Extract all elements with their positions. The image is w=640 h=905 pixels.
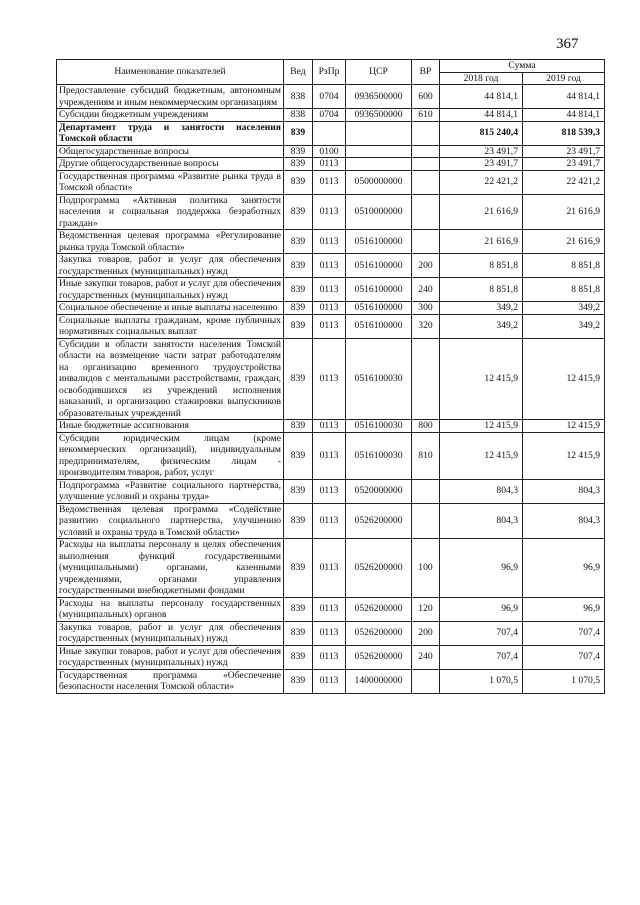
cell-csr: 0516100000	[346, 254, 412, 278]
cell-csr: 0516100000	[346, 278, 412, 302]
cell-csr	[346, 158, 412, 171]
cell-rzpr: 0113	[313, 338, 346, 420]
header-year-2018: 2018 год	[440, 72, 523, 85]
cell-vr	[412, 158, 440, 171]
cell-rzpr: 0113	[313, 230, 346, 254]
cell-2018: 96,9	[440, 597, 523, 621]
header-rzpr: РзПр	[313, 60, 346, 85]
cell-name: Другие общегосударственные вопросы	[57, 158, 284, 171]
cell-ved: 839	[284, 432, 313, 479]
cell-2019: 21 616,9	[523, 194, 605, 230]
cell-2018: 21 616,9	[440, 194, 523, 230]
header-name: Наименование показателей	[57, 60, 284, 85]
cell-ved: 839	[284, 158, 313, 171]
cell-2019: 44 814,1	[523, 109, 605, 122]
cell-ved: 838	[284, 85, 313, 109]
cell-2018: 815 240,4	[440, 121, 523, 145]
cell-2018: 23 491,7	[440, 158, 523, 171]
cell-name: Социальные выплаты гражданам, кроме публичных нормативных социальных выплат	[57, 314, 284, 338]
cell-2019: 21 616,9	[523, 230, 605, 254]
cell-2018: 12 415,9	[440, 420, 523, 433]
cell-vr	[412, 230, 440, 254]
cell-vr	[412, 170, 440, 194]
cell-2019: 349,2	[523, 302, 605, 315]
cell-ved: 839	[284, 230, 313, 254]
cell-vr	[412, 145, 440, 158]
table-row	[57, 645, 605, 669]
cell-name: Иные бюджетные ассигнования	[57, 420, 284, 433]
cell-2019: 96,9	[523, 597, 605, 621]
cell-name: Государственная программа «Развитие рынка труда в Томской области»	[57, 170, 284, 194]
cell-csr: 0526200000	[346, 503, 412, 539]
cell-2019: 44 814,1	[523, 85, 605, 109]
table-row	[57, 539, 605, 598]
cell-2018: 804,3	[440, 479, 523, 503]
cell-name: Субсидии юридическим лицам (кроме некоммерческих организаций), индивидуальным предпринимателям, физическим лицам - производителям товаров, работ, услуг	[57, 432, 284, 479]
table-body	[57, 85, 605, 694]
cell-rzpr: 0113	[313, 621, 346, 645]
cell-rzpr: 0113	[313, 539, 346, 598]
cell-csr	[346, 145, 412, 158]
cell-csr: 0520000000	[346, 479, 412, 503]
cell-name: Ведомственная целевая программа «Регулирование рынка труда Томской области»	[57, 230, 284, 254]
cell-rzpr: 0113	[313, 302, 346, 315]
cell-2018: 44 814,1	[440, 85, 523, 109]
cell-2019: 707,4	[523, 621, 605, 645]
cell-vr	[412, 338, 440, 420]
table-row	[57, 669, 605, 693]
table-row	[57, 109, 605, 122]
cell-2019: 1 070,5	[523, 669, 605, 693]
cell-rzpr: 0704	[313, 109, 346, 122]
cell-name: Государственная программа «Обеспечение безопасности населения Томской области»	[57, 669, 284, 693]
table-row	[57, 420, 605, 433]
cell-vr: 240	[412, 645, 440, 669]
cell-vr: 610	[412, 109, 440, 122]
cell-2019: 22 421,2	[523, 170, 605, 194]
cell-ved: 839	[284, 121, 313, 145]
cell-vr	[412, 194, 440, 230]
table-row	[57, 597, 605, 621]
cell-ved: 839	[284, 194, 313, 230]
cell-2018: 804,3	[440, 503, 523, 539]
cell-name: Ведомственная целевая программа «Содействие развитию социального партнерства, улучшению условий и охраны труда в Томской области»	[57, 503, 284, 539]
cell-2018: 44 814,1	[440, 109, 523, 122]
cell-name: Подпрограмма «Развитие социального партнерства, улучшение условий и охраны труда»	[57, 479, 284, 503]
cell-ved: 839	[284, 254, 313, 278]
table-row	[57, 278, 605, 302]
cell-vr: 600	[412, 85, 440, 109]
table-row	[57, 432, 605, 479]
cell-ved: 839	[284, 338, 313, 420]
cell-2019: 12 415,9	[523, 432, 605, 479]
cell-2018: 1 070,5	[440, 669, 523, 693]
page-number: 367	[556, 36, 579, 52]
cell-ved: 839	[284, 645, 313, 669]
cell-2018: 22 421,2	[440, 170, 523, 194]
cell-2018: 707,4	[440, 645, 523, 669]
cell-2018: 12 415,9	[440, 338, 523, 420]
cell-ved: 839	[284, 278, 313, 302]
cell-rzpr: 0113	[313, 479, 346, 503]
cell-name: Расходы на выплаты персоналу государственных (муниципальных) органов	[57, 597, 284, 621]
cell-csr: 0500000000	[346, 170, 412, 194]
table-row	[57, 621, 605, 645]
cell-2018: 349,2	[440, 314, 523, 338]
cell-name: Закупка товаров, работ и услуг для обеспечения государственных (муниципальных) нужд	[57, 254, 284, 278]
table-row	[57, 145, 605, 158]
cell-ved: 839	[284, 314, 313, 338]
cell-2019: 12 415,9	[523, 338, 605, 420]
cell-rzpr: 0113	[313, 314, 346, 338]
cell-vr: 320	[412, 314, 440, 338]
cell-csr: 0510000000	[346, 194, 412, 230]
header-year-2019: 2019 год	[523, 72, 605, 85]
cell-name: Иные закупки товаров, работ и услуг для обеспечения государственных (муниципальных) нужд	[57, 278, 284, 302]
cell-csr: 0516100000	[346, 230, 412, 254]
cell-vr: 200	[412, 254, 440, 278]
table-row	[57, 121, 605, 145]
cell-2019: 12 415,9	[523, 420, 605, 433]
cell-2018: 96,9	[440, 539, 523, 598]
cell-csr	[346, 121, 412, 145]
cell-ved: 839	[284, 539, 313, 598]
budget-table	[56, 59, 605, 694]
cell-vr: 120	[412, 597, 440, 621]
cell-rzpr: 0113	[313, 254, 346, 278]
cell-2019: 96,9	[523, 539, 605, 598]
cell-2018: 12 415,9	[440, 432, 523, 479]
cell-vr	[412, 503, 440, 539]
cell-2019: 23 491,7	[523, 145, 605, 158]
cell-vr: 240	[412, 278, 440, 302]
cell-name: Расходы на выплаты персоналу в целях обеспечения выполнения функций государственными (муниципальными) органами, казенными учреждениями, органами управления государственными внебюджетными фондами	[57, 539, 284, 598]
table-row	[57, 170, 605, 194]
header-sum: Сумма	[440, 60, 605, 73]
cell-csr: 0936500000	[346, 85, 412, 109]
cell-ved: 839	[284, 669, 313, 693]
cell-name: Субсидии в области занятости населения Томской области на возмещение части затрат работодателям на организацию временного трудоустройства инвалидов с ментальными расстройствами, граждан, освободившихся из учреждений исполнения наказаний, и организацию стажировки выпускников образовательных учреждений	[57, 338, 284, 420]
cell-name: Субсидии бюджетным учреждениям	[57, 109, 284, 122]
cell-2018: 8 851,8	[440, 254, 523, 278]
cell-vr: 810	[412, 432, 440, 479]
cell-ved: 839	[284, 302, 313, 315]
cell-name: Социальное обеспечение и иные выплаты населению	[57, 302, 284, 315]
cell-name: Подпрограмма «Активная политика занятости населения и социальная поддержка безработных граждан»	[57, 194, 284, 230]
cell-csr: 0526200000	[346, 539, 412, 598]
cell-csr: 0936500000	[346, 109, 412, 122]
cell-csr: 0516100030	[346, 338, 412, 420]
cell-csr: 0526200000	[346, 645, 412, 669]
cell-rzpr: 0113	[313, 503, 346, 539]
cell-rzpr: 0113	[313, 669, 346, 693]
cell-2018: 23 491,7	[440, 145, 523, 158]
cell-2019: 804,3	[523, 479, 605, 503]
cell-ved: 839	[284, 145, 313, 158]
cell-rzpr	[313, 121, 346, 145]
cell-2019: 23 491,7	[523, 158, 605, 171]
table-row	[57, 503, 605, 539]
cell-ved: 838	[284, 109, 313, 122]
cell-rzpr: 0113	[313, 194, 346, 230]
cell-ved: 839	[284, 479, 313, 503]
cell-2018: 8 851,8	[440, 278, 523, 302]
cell-2019: 349,2	[523, 314, 605, 338]
cell-rzpr: 0100	[313, 145, 346, 158]
cell-name: Департамент труда и занятости населения Томской области	[57, 121, 284, 145]
cell-csr: 1400000000	[346, 669, 412, 693]
table-row	[57, 314, 605, 338]
cell-vr: 100	[412, 539, 440, 598]
cell-rzpr: 0113	[313, 645, 346, 669]
cell-ved: 839	[284, 597, 313, 621]
cell-vr: 200	[412, 621, 440, 645]
cell-2019: 818 539,3	[523, 121, 605, 145]
cell-vr	[412, 479, 440, 503]
cell-name: Иные закупки товаров, работ и услуг для обеспечения государственных (муниципальных) нужд	[57, 645, 284, 669]
cell-vr: 800	[412, 420, 440, 433]
table-row	[57, 158, 605, 171]
cell-ved: 839	[284, 503, 313, 539]
cell-2019: 8 851,8	[523, 278, 605, 302]
cell-rzpr: 0113	[313, 432, 346, 479]
table-row	[57, 194, 605, 230]
cell-2018: 21 616,9	[440, 230, 523, 254]
cell-csr: 0526200000	[346, 621, 412, 645]
cell-ved: 839	[284, 420, 313, 433]
cell-2018: 707,4	[440, 621, 523, 645]
header-vr: ВР	[412, 60, 440, 85]
cell-ved: 839	[284, 621, 313, 645]
cell-rzpr: 0113	[313, 597, 346, 621]
cell-rzpr: 0113	[313, 170, 346, 194]
cell-csr: 0516100030	[346, 420, 412, 433]
cell-csr: 0516100030	[346, 432, 412, 479]
table-row	[57, 254, 605, 278]
cell-vr: 300	[412, 302, 440, 315]
cell-rzpr: 0113	[313, 278, 346, 302]
table-row	[57, 479, 605, 503]
cell-csr: 0526200000	[346, 597, 412, 621]
cell-ved: 839	[284, 170, 313, 194]
header-csr: ЦСР	[346, 60, 412, 85]
cell-rzpr: 0113	[313, 158, 346, 171]
cell-2019: 707,4	[523, 645, 605, 669]
cell-rzpr: 0704	[313, 85, 346, 109]
table-row	[57, 302, 605, 315]
cell-2018: 349,2	[440, 302, 523, 315]
cell-2019: 8 851,8	[523, 254, 605, 278]
table-row	[57, 338, 605, 420]
cell-csr: 0516100000	[346, 302, 412, 315]
table-row	[57, 85, 605, 109]
table-row	[57, 230, 605, 254]
cell-rzpr: 0113	[313, 420, 346, 433]
cell-csr: 0516100000	[346, 314, 412, 338]
header-ved: Вед	[284, 60, 313, 85]
cell-vr	[412, 121, 440, 145]
cell-name: Общегосударственные вопросы	[57, 145, 284, 158]
cell-name: Закупка товаров, работ и услуг для обеспечения государственных (муниципальных) нужд	[57, 621, 284, 645]
cell-2019: 804,3	[523, 503, 605, 539]
cell-vr	[412, 669, 440, 693]
cell-name: Предоставление субсидий бюджетным, автономным учреждениям и иным некоммерческим организациям	[57, 85, 284, 109]
